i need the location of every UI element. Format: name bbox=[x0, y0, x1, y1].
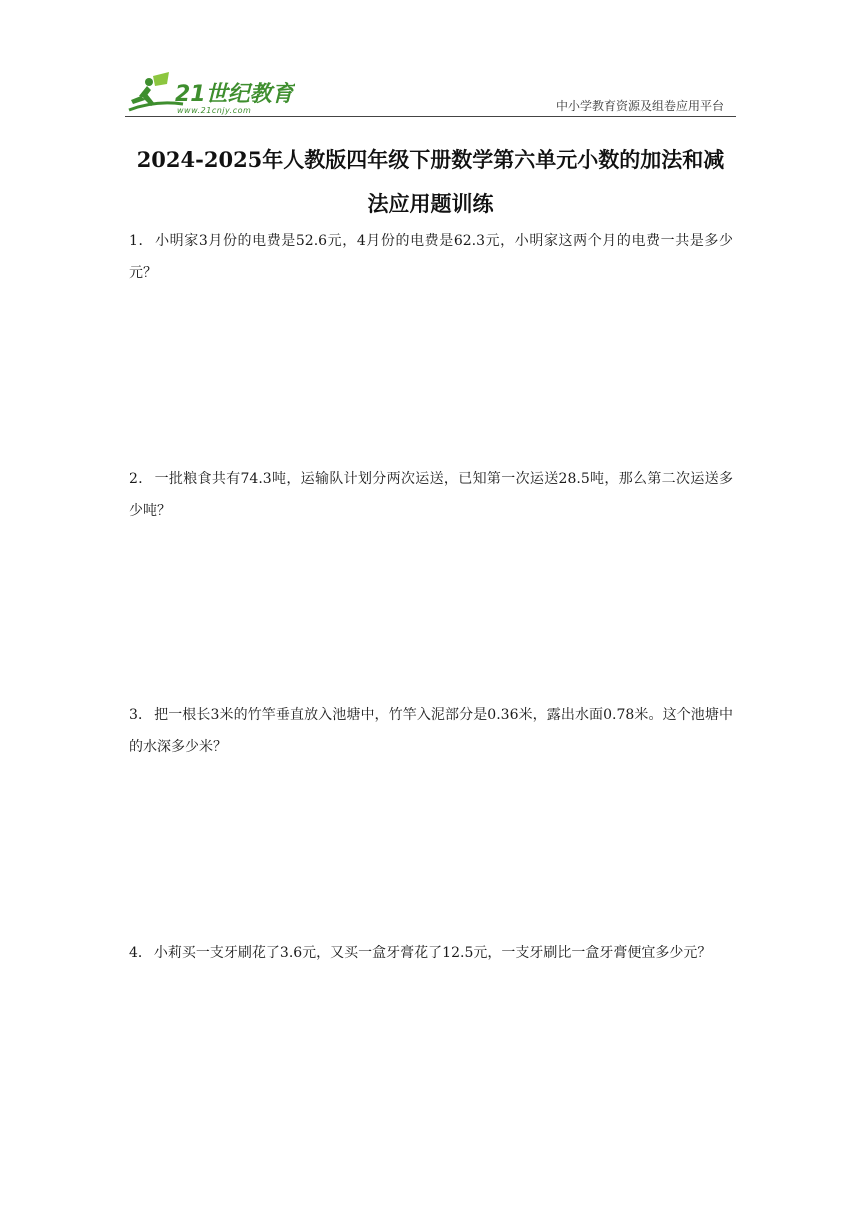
svg-text:www.21cnjy.com: www.21cnjy.com bbox=[177, 106, 252, 115]
platform-label: 中小学教育资源及组卷应用平台 bbox=[555, 99, 724, 113]
question-4 bbox=[129, 937, 733, 969]
document-title-line-2: 法应用题训练 bbox=[367, 191, 494, 216]
question-1 bbox=[129, 225, 733, 289]
logo-runner-icon bbox=[125, 70, 295, 118]
question-2 bbox=[129, 463, 733, 527]
question-number: 1． bbox=[129, 233, 154, 249]
logo bbox=[125, 70, 295, 118]
question-text: 把一根长3米的竹竿垂直放入池塘中，竹竿入泥部分是0.36米，露出水面0.78米。这个池塘中的水深多少米？ bbox=[129, 707, 733, 755]
svg-text:21世纪教育: 21世纪教育 bbox=[175, 82, 294, 107]
header-divider bbox=[125, 116, 736, 117]
question-3 bbox=[129, 699, 733, 763]
question-number: 4． bbox=[129, 945, 152, 961]
question-text: 小明家3月份的电费是52.6元，4月份的电费是62.3元，小明家这两个月的电费一共是多少元？ bbox=[129, 233, 733, 281]
question-text: 一批粮食共有74.3吨，运输队计划分两次运送，已知第一次运送28.5吨，那么第二次运送多少吨？ bbox=[129, 471, 733, 519]
question-number: 3． bbox=[129, 707, 153, 723]
question-text: 小莉买一支牙刷花了3.6元，又买一盒牙膏花了12.5元，一支牙刷比一盒牙膏便宜多少元？ bbox=[153, 945, 712, 961]
page-header bbox=[125, 62, 736, 118]
document-title-line-1: 2024-2025年人教版四年级下册数学第六单元小数的加法和减 bbox=[136, 147, 725, 172]
question-number: 2． bbox=[129, 471, 153, 487]
